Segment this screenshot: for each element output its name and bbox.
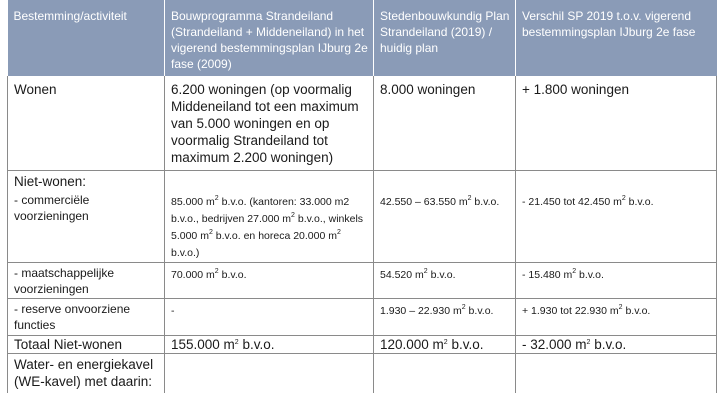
header-cell: Bouwprogramma Strandeiland (Strandeiland + Middeneiland) in het vigerend bestemmingsplan IJburg 2e fase (2009) (165, 0, 374, 76)
row-label: Water- en energiekavel (WE-kavel) met daarin: (8, 353, 165, 393)
value-text: b.v.o. (218, 268, 247, 281)
cell-huidig (374, 262, 516, 298)
cell-vigerend (165, 335, 374, 353)
row-label: - commerciële voorzieningen (8, 190, 165, 263)
value-text: + 1.930 tot 22.930 m (522, 304, 619, 317)
header-cell: Verschil SP 2019 t.o.v. vigerend bestemmingsplan IJburg 2e fase (516, 0, 717, 76)
table-row-reserve (8, 298, 717, 335)
row-label: Niet-wonen: (8, 170, 165, 190)
value-text: b.v.o.) (171, 246, 200, 259)
header-row (8, 0, 717, 76)
superscript: 2 (618, 303, 623, 311)
cell-empty (374, 170, 516, 190)
table-row-commercieel (8, 190, 717, 263)
table-row-we-kavel (8, 353, 717, 393)
superscript: 2 (586, 338, 591, 346)
cell-empty (516, 353, 717, 393)
superscript: 2 (461, 303, 466, 311)
cell-empty (516, 170, 717, 190)
value-text: 42.550 – 63.550 m (380, 195, 468, 208)
value-text: b.v.o. (238, 336, 275, 352)
cell-empty (165, 353, 374, 393)
value-text: b.v.o. (447, 336, 484, 352)
table-row-totaal (8, 335, 717, 353)
cell-verschil (516, 262, 717, 298)
header-cell: Stedenbouwkundig Plan Strandeiland (2019) / huidig plan (374, 0, 516, 76)
value-text: - 32.000 m (522, 336, 587, 352)
value-text: b.v.o. (590, 336, 627, 352)
value-text: b.v.o. (471, 195, 500, 208)
cell-verschil: + 1.800 woningen (516, 76, 717, 170)
superscript: 2 (208, 228, 213, 236)
superscript: 2 (291, 211, 295, 219)
cell-empty (374, 353, 516, 393)
cell-huidig (374, 298, 516, 335)
table-row-niet-wonen (8, 170, 717, 190)
cell-verschil (516, 298, 717, 335)
superscript: 2 (214, 194, 219, 202)
cell-vigerend (165, 262, 374, 298)
value-text: - 21.450 tot 42.450 m (522, 195, 622, 208)
cell-verschil (516, 190, 717, 263)
value-text: b.v.o. (465, 304, 494, 317)
cell-huidig (374, 335, 516, 353)
value-text: b.v.o. (427, 268, 456, 281)
cell-vigerend (165, 190, 374, 263)
value-text: 1.930 – 22.930 m (380, 304, 462, 317)
superscript: 2 (214, 267, 219, 275)
cell-huidig: 8.000 woningen (374, 76, 516, 170)
cell-huidig (374, 190, 516, 263)
value-text: - 15.480 m (522, 268, 573, 281)
value-text: b.v.o. (kantoren: 33.000 m2 b.v.o., bedrijven 27.000 m (171, 195, 350, 225)
row-label: Totaal Niet-wonen (8, 335, 165, 353)
table-row-wonen (8, 76, 717, 170)
value-text: b.v.o., winkels 5.000 m (171, 212, 364, 242)
superscript: 2 (443, 338, 448, 346)
value-text: 54.520 m (380, 268, 424, 281)
superscript: 2 (423, 267, 428, 275)
value-text: b.v.o. (576, 268, 604, 281)
value-text: b.v.o. (622, 304, 651, 317)
cell-vigerend: 6.200 woningen (op voormalig Middeneiland tot een maximum van 5.000 woningen en op voormalig Strandeiland tot maximum 2.200 woningen) (165, 76, 374, 170)
cell-verschil (516, 335, 717, 353)
cell-vigerend: - (165, 298, 374, 335)
value-text: 155.000 m (171, 336, 235, 352)
superscript: 2 (467, 194, 472, 202)
row-label: Wonen (8, 76, 165, 170)
superscript: 2 (337, 228, 341, 236)
row-label: - maatschappelijke voorzieningen (8, 262, 165, 298)
superscript: 2 (234, 338, 239, 346)
value-text: 70.000 m (171, 268, 215, 281)
table-row-maatschappelijk (8, 262, 717, 298)
superscript: 2 (621, 194, 626, 202)
superscript: 2 (572, 267, 577, 275)
row-label: - reserve onvoorziene functies (8, 298, 165, 335)
cell-empty (165, 170, 374, 190)
comparison-table (7, 0, 717, 393)
value-text: 120.000 m (380, 336, 444, 352)
value-text: 85.000 m (171, 195, 215, 208)
value-text: b.v.o. (625, 195, 654, 208)
header-cell: Bestemming/activiteit (8, 0, 165, 76)
value-text: b.v.o. en horeca 20.000 m (212, 229, 337, 242)
